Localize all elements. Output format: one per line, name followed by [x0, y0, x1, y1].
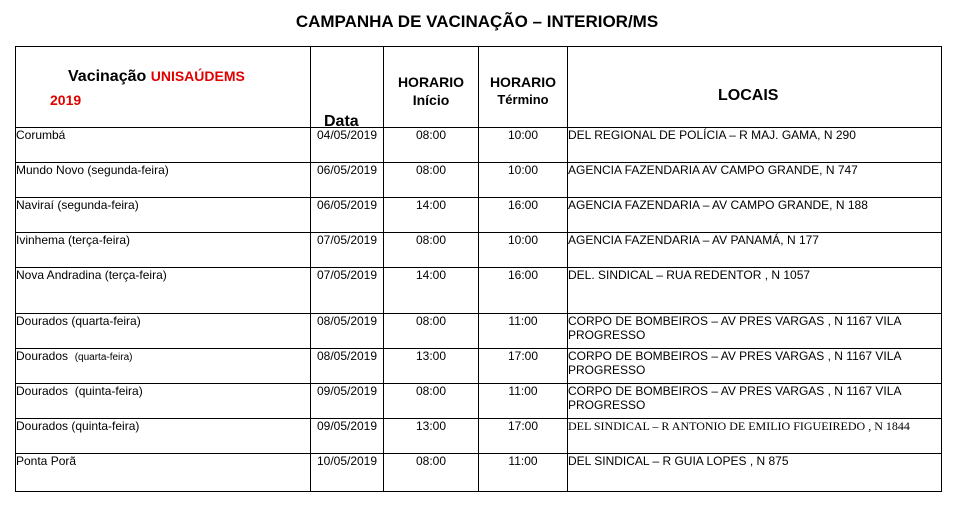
start-time-cell: 08:00 — [384, 128, 479, 163]
city-cell: Dourados (quarta-feira) — [16, 314, 311, 349]
location-cell: DEL. SINDICAL – RUA REDENTOR , N 1057 — [568, 268, 942, 314]
city-weekday: (quarta-feira) — [74, 352, 133, 363]
location-cell: DEL REGIONAL DE POLÍCIA – R MAJ. GAMA, N 290 — [568, 128, 942, 163]
city-cell: Nova Andradina (terça-feira) — [16, 268, 311, 314]
header-brand: UNISAÚDEMS — [150, 68, 245, 84]
header-row — [16, 47, 942, 128]
end-time-cell: 16:00 — [479, 198, 568, 233]
header-locations-cell — [568, 47, 942, 128]
table-row — [16, 454, 942, 492]
page-title: CAMPANHA DE VACINAÇÃO – INTERIOR/MS — [295, 12, 659, 31]
location-cell: AGENCIA FAZENDARIA – AV CAMPO GRANDE, N 188 — [568, 198, 942, 233]
end-time-cell: 16:00 — [479, 268, 568, 314]
table-row — [16, 233, 942, 268]
location-cell: AGENCIA FAZENDARIA AV CAMPO GRANDE, N 747 — [568, 163, 942, 198]
date-cell: 04/05/2019 — [311, 128, 384, 163]
table-row — [16, 314, 942, 349]
header-start-cell — [384, 47, 479, 128]
start-time-cell: 13:00 — [384, 349, 479, 384]
start-time-cell: 14:00 — [384, 198, 479, 233]
header-date-cell — [311, 47, 384, 128]
header-start-bottom: Início — [412, 92, 450, 108]
header-date: Data — [324, 113, 359, 128]
date-cell: 08/05/2019 — [311, 349, 384, 384]
date-cell: 09/05/2019 — [311, 419, 384, 454]
start-time-cell: 14:00 — [384, 268, 479, 314]
city-cell: Ponta Porã — [16, 454, 311, 492]
table-row — [16, 128, 942, 163]
start-time-cell: 08:00 — [384, 233, 479, 268]
location-cell: CORPO DE BOMBEIROS – AV PRES VARGAS , N 1167 VILA PROGRESSO — [568, 314, 942, 349]
header-start-top: HORARIO — [397, 74, 465, 90]
end-time-cell: 17:00 — [479, 419, 568, 454]
end-time-cell: 10:00 — [479, 233, 568, 268]
city-cell — [16, 349, 311, 384]
table-row — [16, 384, 942, 419]
date-cell: 07/05/2019 — [311, 268, 384, 314]
city-cell: Dourados (quinta-feira) — [16, 419, 311, 454]
start-time-cell: 13:00 — [384, 419, 479, 454]
table-row — [16, 163, 942, 198]
location-cell: DEL SINDICAL – R ANTONIO DE EMILIO FIGUEIREDO , N 1844 — [568, 419, 942, 454]
schedule-table — [15, 46, 942, 492]
date-cell: 08/05/2019 — [311, 314, 384, 349]
table-row — [16, 198, 942, 233]
date-cell: 10/05/2019 — [311, 454, 384, 492]
date-cell: 07/05/2019 — [311, 233, 384, 268]
location-cell: CORPO DE BOMBEIROS – AV PRES VARGAS , N 1167 VILA PROGRESSO — [568, 384, 942, 419]
date-cell: 06/05/2019 — [311, 163, 384, 198]
end-time-cell: 10:00 — [479, 163, 568, 198]
table-row — [16, 419, 942, 454]
date-cell: 09/05/2019 — [311, 384, 384, 419]
header-vacinacao: Vacinação — [68, 68, 147, 85]
start-time-cell: 08:00 — [384, 163, 479, 198]
header-locations: LOCAIS — [718, 87, 779, 104]
city-cell: Ivinhema (terça-feira) — [16, 233, 311, 268]
table-row — [16, 349, 942, 384]
header-end-cell — [479, 47, 568, 128]
start-time-cell: 08:00 — [384, 454, 479, 492]
location-cell: AGENCIA FAZENDARIA – AV PANAMÁ, N 177 — [568, 233, 942, 268]
city-cell: Corumbá — [16, 128, 311, 163]
end-time-cell: 10:00 — [479, 128, 568, 163]
header-end-top: HORARIO — [489, 74, 557, 90]
header-year: 2019 — [50, 92, 82, 108]
city-cell: Naviraí (segunda-feira) — [16, 198, 311, 233]
city-name: Dourados — [16, 349, 75, 363]
city-cell: Dourados (quinta-feira) — [16, 384, 311, 419]
end-time-cell: 17:00 — [479, 349, 568, 384]
location-cell: CORPO DE BOMBEIROS – AV PRES VARGAS , N 1167 VILA PROGRESSO — [568, 349, 942, 384]
end-time-cell: 11:00 — [479, 454, 568, 492]
location-cell: DEL SINDICAL – R GUIA LOPES , N 875 — [568, 454, 942, 492]
start-time-cell: 08:00 — [384, 314, 479, 349]
end-time-cell: 11:00 — [479, 384, 568, 419]
city-cell: Mundo Novo (segunda-feira) — [16, 163, 311, 198]
date-cell: 06/05/2019 — [311, 198, 384, 233]
end-time-cell: 11:00 — [479, 314, 568, 349]
table-row — [16, 268, 942, 314]
header-end-bottom: Término — [497, 92, 549, 107]
start-time-cell: 08:00 — [384, 384, 479, 419]
header-vacinacao-cell — [16, 47, 311, 128]
